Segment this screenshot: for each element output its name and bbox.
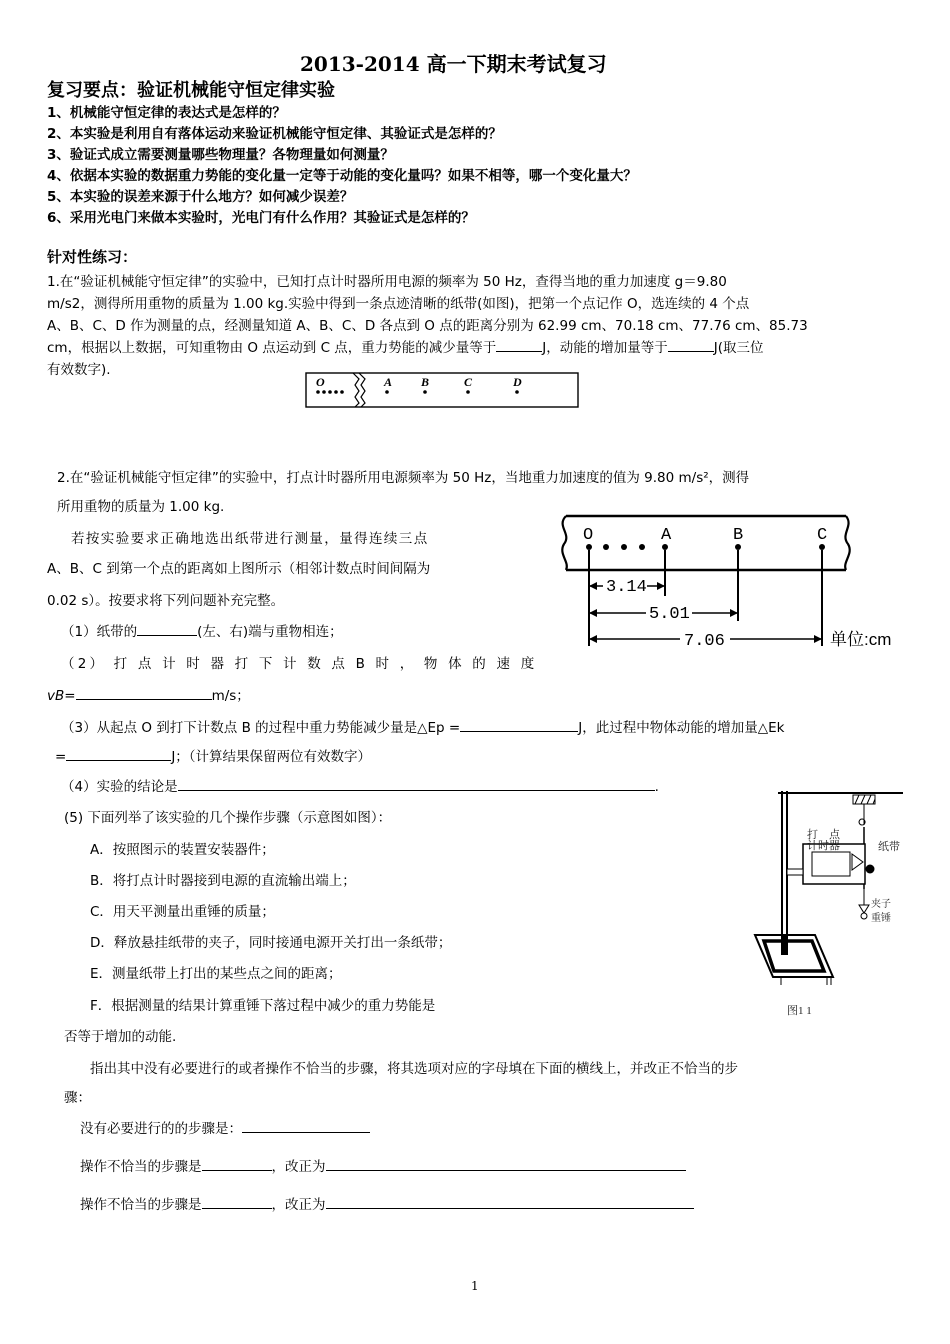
q1-text: m/s2，测得所用重物的质量为 1.00 kg.实验中得到一条点迹清晰的纸带(如图)，把第一个点记作 O，选连续的 4 个点	[47, 296, 750, 312]
instruction: 指出其中没有必要进行的或者操作不恰当的步骤，将其选项对应的字母填在下面的横线上，并改正不恰当的步	[90, 1061, 738, 1077]
answer-blank-velocity[interactable]	[76, 685, 212, 700]
step-f-cont: 否等于增加的动能.	[64, 1029, 177, 1045]
review-point: 3、验证式成立需要测量哪些物理量？各物理量如何测量？	[47, 147, 394, 163]
q2-text: 若按实验要求正确地选出纸带进行测量，量得连续三点	[71, 531, 429, 547]
timer-label-2: 计时器	[807, 839, 840, 852]
q2-sub2: （2） 打 点 计 时 器 打 下 计 数 点 B 时 ， 物 体 的 速 度	[61, 656, 538, 672]
q1-text: cm，根据以上数据，可知重物由 O 点运动到 C 点，重力势能的减少量等于	[47, 340, 497, 356]
tape1-label-a: A	[384, 375, 393, 389]
paper-tape-figure-1	[305, 371, 580, 411]
q2-sub1: （1）纸带的	[61, 624, 138, 640]
answer-label-improper: 操作不恰当的步骤是	[80, 1159, 202, 1175]
answer-blank-potential[interactable]	[496, 337, 542, 352]
tape2-unit: 单位:cm	[830, 630, 892, 649]
answer-label-improper: 操作不恰当的步骤是	[80, 1197, 202, 1213]
q2-sub3: （3）从起点 O 到打下计数点 B 的过程中重力势能减少量是△Ep =	[61, 720, 461, 736]
instruction: 骤：	[64, 1090, 91, 1106]
tape2-dim-oa: 3.14	[606, 578, 647, 597]
q2-text: 0.02 s）。按要求将下列问题补充完整。	[47, 593, 285, 609]
q2-sub3: J，此过程中物体动能的增加量△Ek	[578, 720, 785, 736]
answer-blank-kinetic[interactable]	[668, 337, 714, 352]
answer-blank-correction-2[interactable]	[326, 1194, 694, 1209]
answer-label-unnecessary: 没有必要进行的的步骤是：	[80, 1121, 242, 1137]
q1-text: J，动能的增加量等于	[542, 340, 668, 356]
practice-heading: 针对性练习：	[47, 248, 138, 266]
q2-sub2-unit: m/s；	[211, 688, 250, 704]
review-point: 1、机械能守恒定律的表达式是怎样的？	[47, 105, 286, 121]
step-f: F．根据测量的结果计算重锤下落过程中减少的重力势能是	[90, 998, 436, 1014]
review-point: 6、采用光电门来做本实验时，光电门有什么作用？其验证式是怎样的？	[47, 210, 475, 226]
tape2-label-c: C	[817, 526, 828, 545]
step-c: C．用天平测量出重锤的质量；	[90, 904, 275, 920]
q2-sub4: （4）实验的结论是	[61, 779, 178, 795]
q1-text: 有效数字).	[47, 362, 111, 378]
answer-blank-delta-ep[interactable]	[460, 717, 578, 732]
timer-label-1: 打 点	[807, 828, 840, 841]
q2-sub4-end: .	[654, 779, 659, 795]
tape2-label-o: O	[583, 526, 594, 545]
q2-sub2-var: vB=	[47, 688, 76, 704]
tape2-label-a: A	[661, 526, 672, 545]
paper-tape-figure-2	[560, 514, 915, 654]
step-b: B．将打点计时器接到电源的直流输出端上；	[90, 873, 356, 889]
answer-blank-correction-1[interactable]	[326, 1156, 686, 1171]
step-e: E．测量纸带上打出的某些点之间的距离；	[90, 966, 342, 982]
answer-blank-delta-ek[interactable]	[66, 746, 171, 761]
q2-text: 所用重物的质量为 1.00 kg.	[57, 499, 225, 515]
step-a: A．按照图示的装置安装器件；	[90, 842, 275, 858]
q2-text: 2.在“验证机械能守恒定律”的实验中，打点计时器所用电源频率为 50 Hz，当地重力加速度的值为 9.80 m/s²，测得	[57, 470, 750, 486]
q1-text: 1.在“验证机械能守恒定律”的实验中，已知打点计时器所用电源的频率为 50 Hz，查得当地的重力加速度 g＝9.80	[47, 274, 727, 290]
tape-label: 纸带	[878, 840, 900, 853]
q2-sub1: (左、右)端与重物相连；	[197, 624, 343, 640]
tape1-label-d: D	[513, 375, 522, 389]
q2-sub3: =	[55, 749, 67, 765]
answer-blank-unnecessary[interactable]	[242, 1118, 370, 1133]
q2-sub5: (5) 下面列举了该实验的几个操作步骤（示意图如图）：	[64, 810, 392, 826]
tape2-dim-ob: 5.01	[649, 605, 690, 624]
section-heading: 复习要点：验证机械能守恒定律实验	[47, 80, 335, 101]
q1-text: A、B、C、D 作为测量的点，经测量知道 A、B、C、D 各点到 O 点的距离分别为 62.99 cm、70.18 cm、77.76 cm、85.73	[47, 318, 808, 334]
weight-label: 重锤	[871, 913, 891, 924]
apparatus-figure	[745, 785, 915, 1025]
answer-blank-improper-2[interactable]	[202, 1194, 272, 1209]
review-point: 2、本实验是利用自有落体运动来验证机械能守恒定律、其验证式是怎样的？	[47, 126, 502, 142]
page-number: 1	[471, 1279, 479, 1293]
review-point: 5、本实验的误差来源于什么地方？如何减少误差？	[47, 189, 354, 205]
tape1-label-o: O	[316, 375, 325, 389]
answer-blank-conclusion[interactable]	[178, 776, 655, 791]
q2-text: A、B、C 到第一个点的距离如上图所示（相邻计数点时间间隔为	[47, 561, 431, 577]
tape1-label-c: C	[464, 375, 473, 389]
tape1-label-b: B	[421, 375, 430, 389]
q1-text: J(取三位	[713, 340, 764, 356]
tape2-dim-oc: 7.06	[684, 632, 725, 651]
answer-label-correction: ，改正为	[271, 1159, 326, 1175]
answer-label-correction: ，改正为	[271, 1197, 326, 1213]
figure-caption: 图1 1	[787, 1005, 812, 1017]
q2-sub3: J；（计算结果保留两位有效数字）	[171, 749, 372, 765]
review-point: 4、依据本实验的数据重力势能的变化量一定等于动能的变化量吗？如果不相等，哪一个变化量大？	[47, 168, 637, 184]
tape2-label-b: B	[733, 526, 744, 545]
clip-label: 夹子	[871, 899, 891, 910]
page-title: 2013-2014 高一下期末考试复习	[300, 52, 607, 76]
answer-blank-improper-1[interactable]	[202, 1156, 272, 1171]
step-d: D．释放悬挂纸带的夹子，同时接通电源开关打出一条纸带；	[90, 935, 452, 951]
answer-blank-tape-end[interactable]	[137, 621, 197, 636]
